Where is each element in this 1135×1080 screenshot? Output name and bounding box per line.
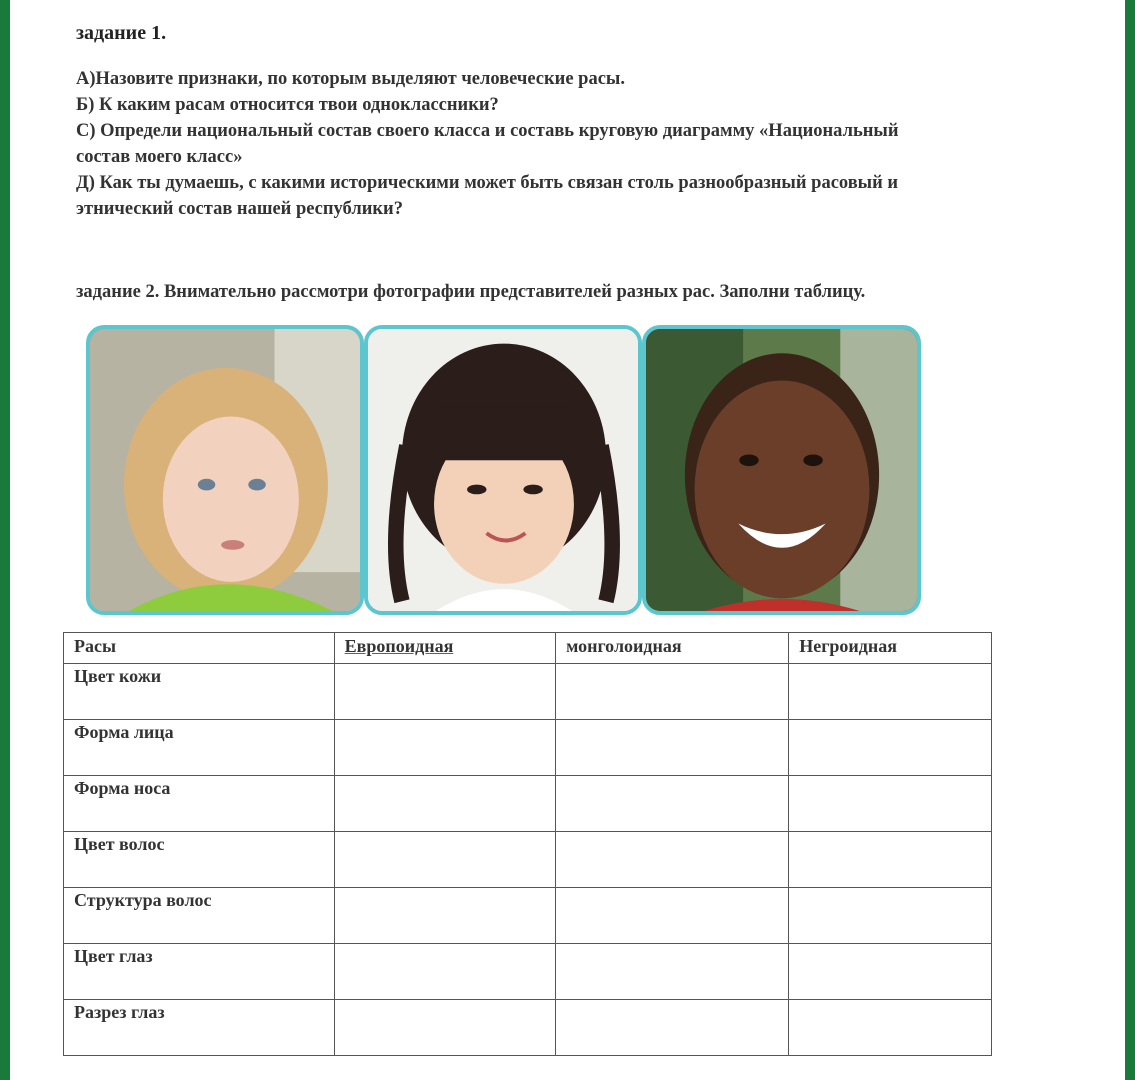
empty-cell[interactable] [334,776,555,832]
empty-cell[interactable] [789,832,992,888]
question-line: Б) К каким расам относится твои одноклассники? [76,95,499,115]
table-row [64,832,992,888]
question-line: этнический состав нашей республики? [76,199,403,219]
header-cell: Негроидная [789,633,992,664]
asian-child-photo [364,325,642,615]
empty-cell[interactable] [789,720,992,776]
question-line: состав моего класс» [76,147,243,167]
row-label: Цвет глаз [64,944,335,1000]
task1-title: задание 1. [76,22,167,44]
african-child-photo [642,325,921,615]
european-child-photo [86,325,364,615]
table-row [64,1000,992,1056]
row-label: Форма лица [64,720,335,776]
empty-cell[interactable] [789,664,992,720]
empty-cell[interactable] [334,664,555,720]
question-line: С) Определи национальный состав своего класса и составь круговую диаграмму «Национальный [76,121,899,141]
table-row [64,944,992,1000]
empty-cell[interactable] [556,832,789,888]
empty-cell[interactable] [334,944,555,1000]
header-cell: монголоидная [556,633,789,664]
header-cell: Европоидная [334,633,555,664]
row-label: Цвет волос [64,832,335,888]
races-table [63,632,992,1056]
task2-text: Внимательно рассмотри фотографии представителей разных рас. Заполни таблицу. [163,282,866,302]
empty-cell[interactable] [789,944,992,1000]
table-row [64,776,992,832]
table-header-row [64,633,992,664]
row-label: Структура волос [64,888,335,944]
row-label: Форма носа [64,776,335,832]
question-line: А)Назовите признаки, по которым выделяют человеческие расы. [76,69,625,89]
task1-questions [76,66,1076,222]
empty-cell[interactable] [334,1000,555,1056]
table-row [64,720,992,776]
empty-cell[interactable] [556,664,789,720]
empty-cell[interactable] [556,720,789,776]
table-row [64,664,992,720]
empty-cell[interactable] [556,1000,789,1056]
empty-cell[interactable] [789,888,992,944]
empty-cell[interactable] [556,888,789,944]
header-cell: Расы [64,633,335,664]
empty-cell[interactable] [334,888,555,944]
task2-label: задание 2. [76,282,160,302]
row-label: Цвет кожи [64,664,335,720]
empty-cell[interactable] [789,776,992,832]
empty-cell[interactable] [556,944,789,1000]
photo-strip [86,325,921,615]
empty-cell[interactable] [334,720,555,776]
table-row [64,888,992,944]
task2-instruction [76,282,865,303]
empty-cell[interactable] [789,1000,992,1056]
empty-cell[interactable] [334,832,555,888]
row-label: Разрез глаз [64,1000,335,1056]
question-line: Д) Как ты думаешь, с какими историческими может быть связан столь разнообразный расовый и [76,173,899,193]
empty-cell[interactable] [556,776,789,832]
document-page [10,0,1125,1080]
